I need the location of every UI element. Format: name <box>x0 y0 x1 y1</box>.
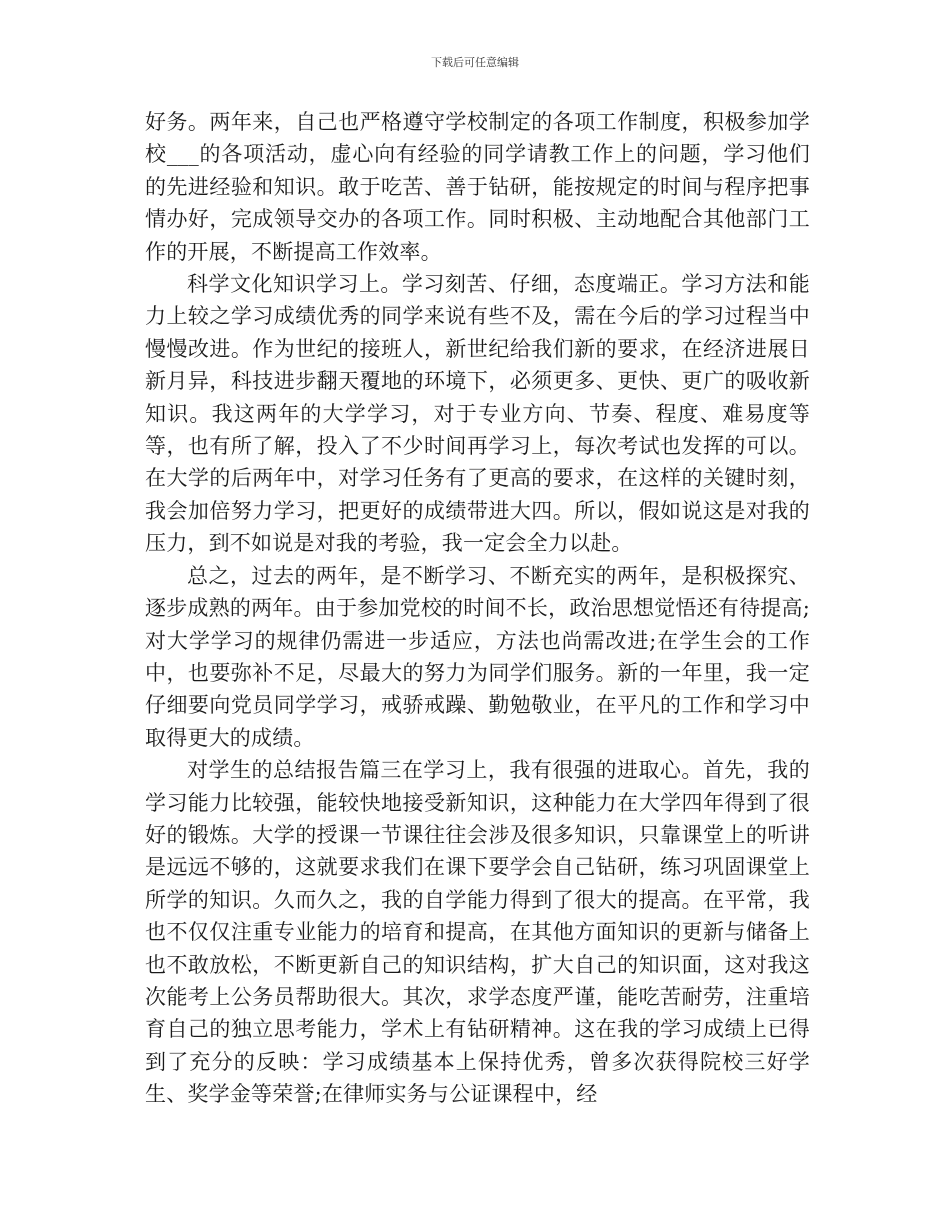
document-body <box>145 106 810 1111</box>
paragraph: 科学文化知识学习上。学习刻苦、仔细，态度端正。学习方法和能力上较之学习成绩优秀的同学来说有些不及，需在今后的学习过程当中慢慢改进。作为世纪的接班人，新世纪给我们新的要求，在经济进展日新月异，科技进步翻天覆地的环境下，必须更多、更快、更广的吸收新知识。我这两年的大学学习，对于专业方向、节奏、程度、难易度等等，也有所了解，投入了不少时间再学习上，每次考试也发挥的可以。在大学的后两年中，对学习任务有了更高的要求，在这样的关键时刻，我会加倍努力学习，把更好的成绩带进大四。所以，假如说这是对我的压力，到不如说是对我的考验，我一定会全力以赴。 <box>145 272 810 556</box>
paragraph: 对学生的总结报告篇三在学习上，我有很强的进取心。首先，我的学习能力比较强，能较快地接受新知识，这种能力在大学四年得到了很好的锻炼。大学的授课一节课往往会涉及很多知识，只靠课堂上的听讲是远远不够的，这就要求我们在课下要学会自己钻研，练习巩固课堂上所学的知识。久而久之，我的自学能力得到了很大的提高。在平常，我也不仅仅注重专业能力的培育和提高，在其他方面知识的更新与储备上也不敢放松，不断更新自己的知识结构，扩大自己的知识面，这对我这次能考上公务员帮助很大。其次，求学态度严谨，能吃苦耐劳，注重培育自己的独立思考能力，学术上有钻研精神。这在我的学习成绩上已得到了充分的反映：学习成绩基本上保持优秀，曾多次获得院校三好学生、奖学金等荣誉;在律师实务与公证课程中，经 <box>145 758 810 1107</box>
paragraph: 好务。两年来，自己也严格遵守学校制定的各项工作制度，积极参加学校___的各项活动，虚心向有经验的同学请教工作上的问题，学习他们的先进经验和知识。敢于吃苦、善于钻研，能按规定的时间与程序把事情办好，完成领导交办的各项工作。同时积极、主动地配合其他部门工作的开展，不断提高工作效率。 <box>145 110 810 264</box>
paragraph: 总之，过去的两年，是不断学习、不断充实的两年，是积极探究、逐步成熟的两年。由于参加党校的时间不长，政治思想觉悟还有待提高;对大学学习的规律仍需进一步适应，方法也尚需改进;在学生会的工作中，也要弥补不足，尽最大的努力为同学们服务。新的一年里，我一定仔细要向党员同学学习，戒骄戒躁、勤勉敬业，在平凡的工作和学习中取得更大的成绩。 <box>145 563 810 750</box>
page-header: 下载后可任意编辑 <box>431 56 519 69</box>
